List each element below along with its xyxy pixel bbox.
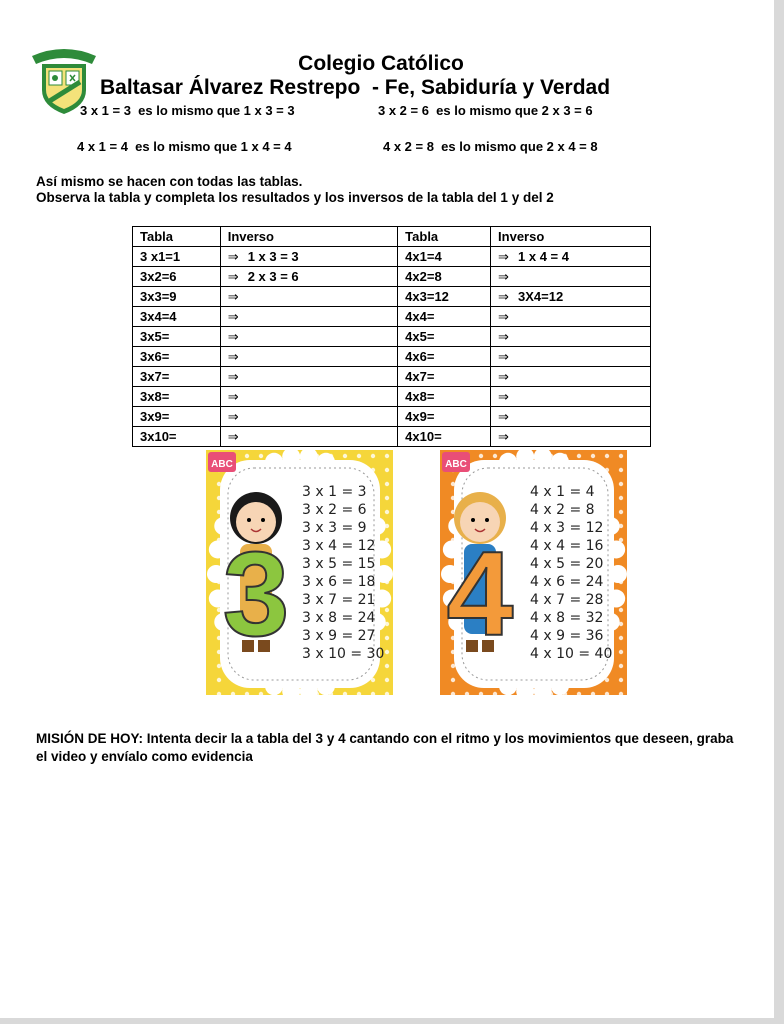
tabla-4-cell: 4x9= bbox=[398, 407, 491, 427]
card-line: 3 x 2 = 6 bbox=[302, 502, 367, 518]
inverso-4-cell[interactable] bbox=[491, 287, 651, 307]
card-line: 3 x 1 = 3 bbox=[302, 484, 367, 500]
tabla-4-cell: 4x1=4 bbox=[398, 247, 491, 267]
arrow-icon: ⇒ bbox=[227, 388, 239, 404]
mission-text: MISIÓN DE HOY: Intenta decir la a tabla del 3 y 4 cantando con el ritmo y los movimientos que deseen, graba el video y envíalo como evidencia bbox=[36, 731, 734, 764]
table-row bbox=[133, 307, 651, 327]
card-line: 4 x 1 = 4 bbox=[530, 484, 595, 500]
card-line: 4 x 2 = 8 bbox=[530, 502, 595, 518]
header-inverso-3: Inverso bbox=[220, 227, 397, 247]
card-line: 3 x 8 = 24 bbox=[302, 610, 376, 626]
table-row bbox=[133, 267, 651, 287]
tabla-3-cell: 3x4=4 bbox=[133, 307, 221, 327]
abc-badge-text: ABC bbox=[211, 459, 233, 470]
table-row bbox=[133, 367, 651, 387]
card-line: 4 x 5 = 20 bbox=[530, 556, 604, 572]
card-line: 4 x 9 = 36 bbox=[530, 628, 604, 644]
inverso-3-cell[interactable] bbox=[220, 307, 397, 327]
header-tabla-3: Tabla bbox=[133, 227, 221, 247]
card-line: 3 x 7 = 21 bbox=[302, 592, 376, 608]
inverse-value: 2 x 3 = 6 bbox=[247, 268, 299, 284]
inverso-3-cell[interactable] bbox=[220, 287, 397, 307]
arrow-icon: ⇒ bbox=[498, 268, 509, 284]
arrow-icon: ⇒ bbox=[498, 388, 509, 404]
inverso-4-cell[interactable] bbox=[491, 327, 651, 347]
table-row bbox=[133, 247, 651, 267]
arrow-icon: ⇒ bbox=[498, 328, 509, 344]
table-row bbox=[133, 427, 651, 447]
arrow-icon: ⇒ bbox=[498, 248, 509, 264]
example-4: 4 x 2 = 8 es lo mismo que 2 x 4 = 8 bbox=[383, 139, 598, 154]
tabla-4-cell: 4x2=8 bbox=[398, 267, 491, 287]
header-tabla-4: Tabla bbox=[398, 227, 491, 247]
example-2: 3 x 2 = 6 es lo mismo que 2 x 3 = 6 bbox=[378, 103, 593, 118]
inverse-value: 3X4=12 bbox=[518, 288, 564, 304]
inverse-value: 1 x 3 = 3 bbox=[247, 248, 299, 264]
arrow-icon: ⇒ bbox=[227, 408, 239, 424]
card-line: 3 x 6 = 18 bbox=[302, 574, 376, 590]
arrow-icon: ⇒ bbox=[227, 308, 239, 324]
tabla-4-cell: 4x7= bbox=[398, 367, 491, 387]
arrow-icon: ⇒ bbox=[227, 288, 239, 304]
card-line: 3 x 4 = 12 bbox=[302, 538, 376, 554]
arrow-icon: ⇒ bbox=[498, 428, 509, 444]
tabla-4-cell: 4x3=12 bbox=[398, 287, 491, 307]
arrow-icon: ⇒ bbox=[227, 348, 239, 364]
table-header-row bbox=[133, 227, 651, 247]
tabla-3-cell: 3 x1=1 bbox=[133, 247, 221, 267]
instruction-line-2: Observa la tabla y completa los resultados y los inversos de la tabla del 1 y del 2 bbox=[36, 190, 554, 205]
school-motto: Baltasar Álvarez Restrepo - Fe, Sabiduría y Verdad bbox=[100, 76, 611, 99]
tabla-3-cell: 3x10= bbox=[133, 427, 221, 447]
inverso-4-cell[interactable] bbox=[491, 247, 651, 267]
table-row bbox=[133, 287, 651, 307]
big-number: 4 bbox=[446, 527, 514, 661]
tabla-4-cell: 4x10= bbox=[398, 427, 491, 447]
inverso-3-cell[interactable] bbox=[220, 247, 397, 267]
inverse-value: 1 x 4 = 4 bbox=[518, 248, 569, 264]
inverso-3-cell[interactable] bbox=[220, 367, 397, 387]
table-row bbox=[133, 327, 651, 347]
card-line: 3 x 3 = 9 bbox=[302, 520, 367, 536]
inverso-3-cell[interactable] bbox=[220, 427, 397, 447]
card-line: 3 x 5 = 15 bbox=[302, 556, 376, 572]
arrow-icon: ⇒ bbox=[227, 428, 239, 444]
big-number: 3 bbox=[222, 527, 290, 661]
arrow-icon: ⇒ bbox=[227, 248, 239, 264]
arrow-icon: ⇒ bbox=[498, 288, 509, 304]
inverso-4-cell[interactable] bbox=[491, 347, 651, 367]
arrow-icon: ⇒ bbox=[498, 348, 509, 364]
tabla-3-cell: 3x5= bbox=[133, 327, 221, 347]
card-line: 4 x 4 = 16 bbox=[530, 538, 604, 554]
header-inverso-4: Inverso bbox=[491, 227, 651, 247]
tabla-3-cell: 3x6= bbox=[133, 347, 221, 367]
instruction-line-1: Así mismo se hacen con todas las tablas. bbox=[36, 174, 303, 189]
tabla-3-cell: 3x7= bbox=[133, 367, 221, 387]
inverso-3-cell[interactable] bbox=[220, 347, 397, 367]
inverso-4-cell[interactable] bbox=[491, 407, 651, 427]
arrow-icon: ⇒ bbox=[498, 308, 509, 324]
table-row bbox=[133, 387, 651, 407]
tabla-4-cell: 4x8= bbox=[398, 387, 491, 407]
tabla-3-cell: 3x2=6 bbox=[133, 267, 221, 287]
tabla-3-cell: 3x8= bbox=[133, 387, 221, 407]
card-line: 4 x 10 = 40 bbox=[530, 646, 613, 662]
inverso-3-cell[interactable] bbox=[220, 327, 397, 347]
arrow-icon: ⇒ bbox=[227, 368, 239, 384]
inverso-4-cell[interactable] bbox=[491, 387, 651, 407]
inverso-4-cell[interactable] bbox=[491, 267, 651, 287]
table-of-4-card bbox=[440, 450, 627, 695]
example-1: 3 x 1 = 3 es lo mismo que 1 x 3 = 3 bbox=[80, 103, 295, 118]
tabla-4-cell: 4x5= bbox=[398, 327, 491, 347]
table-row bbox=[133, 407, 651, 427]
inverso-4-cell[interactable] bbox=[491, 427, 651, 447]
card-line: 4 x 8 = 32 bbox=[530, 610, 604, 626]
inverso-3-cell[interactable] bbox=[220, 387, 397, 407]
arrow-icon: ⇒ bbox=[227, 268, 239, 284]
school-name: Colegio Católico bbox=[298, 52, 464, 75]
card-line: 4 x 6 = 24 bbox=[530, 574, 604, 590]
card-line: 4 x 3 = 12 bbox=[530, 520, 604, 536]
table-row bbox=[133, 347, 651, 367]
card-line: 4 x 7 = 28 bbox=[530, 592, 604, 608]
example-3: 4 x 1 = 4 es lo mismo que 1 x 4 = 4 bbox=[77, 139, 292, 154]
inverso-3-cell[interactable] bbox=[220, 267, 397, 287]
inverso-4-cell[interactable] bbox=[491, 307, 651, 327]
tabla-3-cell: 3x3=9 bbox=[133, 287, 221, 307]
tabla-3-cell: 3x9= bbox=[133, 407, 221, 427]
tabla-4-cell: 4x6= bbox=[398, 347, 491, 367]
table-of-3-card bbox=[206, 450, 393, 695]
arrow-icon: ⇒ bbox=[498, 368, 509, 384]
arrow-icon: ⇒ bbox=[498, 408, 509, 424]
multiplication-table bbox=[132, 226, 651, 447]
card-line: 3 x 10 = 30 bbox=[302, 646, 385, 662]
arrow-icon: ⇒ bbox=[227, 328, 239, 344]
inverso-4-cell[interactable] bbox=[491, 367, 651, 387]
card-line: 3 x 9 = 27 bbox=[302, 628, 376, 644]
inverso-3-cell[interactable] bbox=[220, 407, 397, 427]
tabla-4-cell: 4x4= bbox=[398, 307, 491, 327]
abc-badge-text: ABC bbox=[445, 459, 467, 470]
